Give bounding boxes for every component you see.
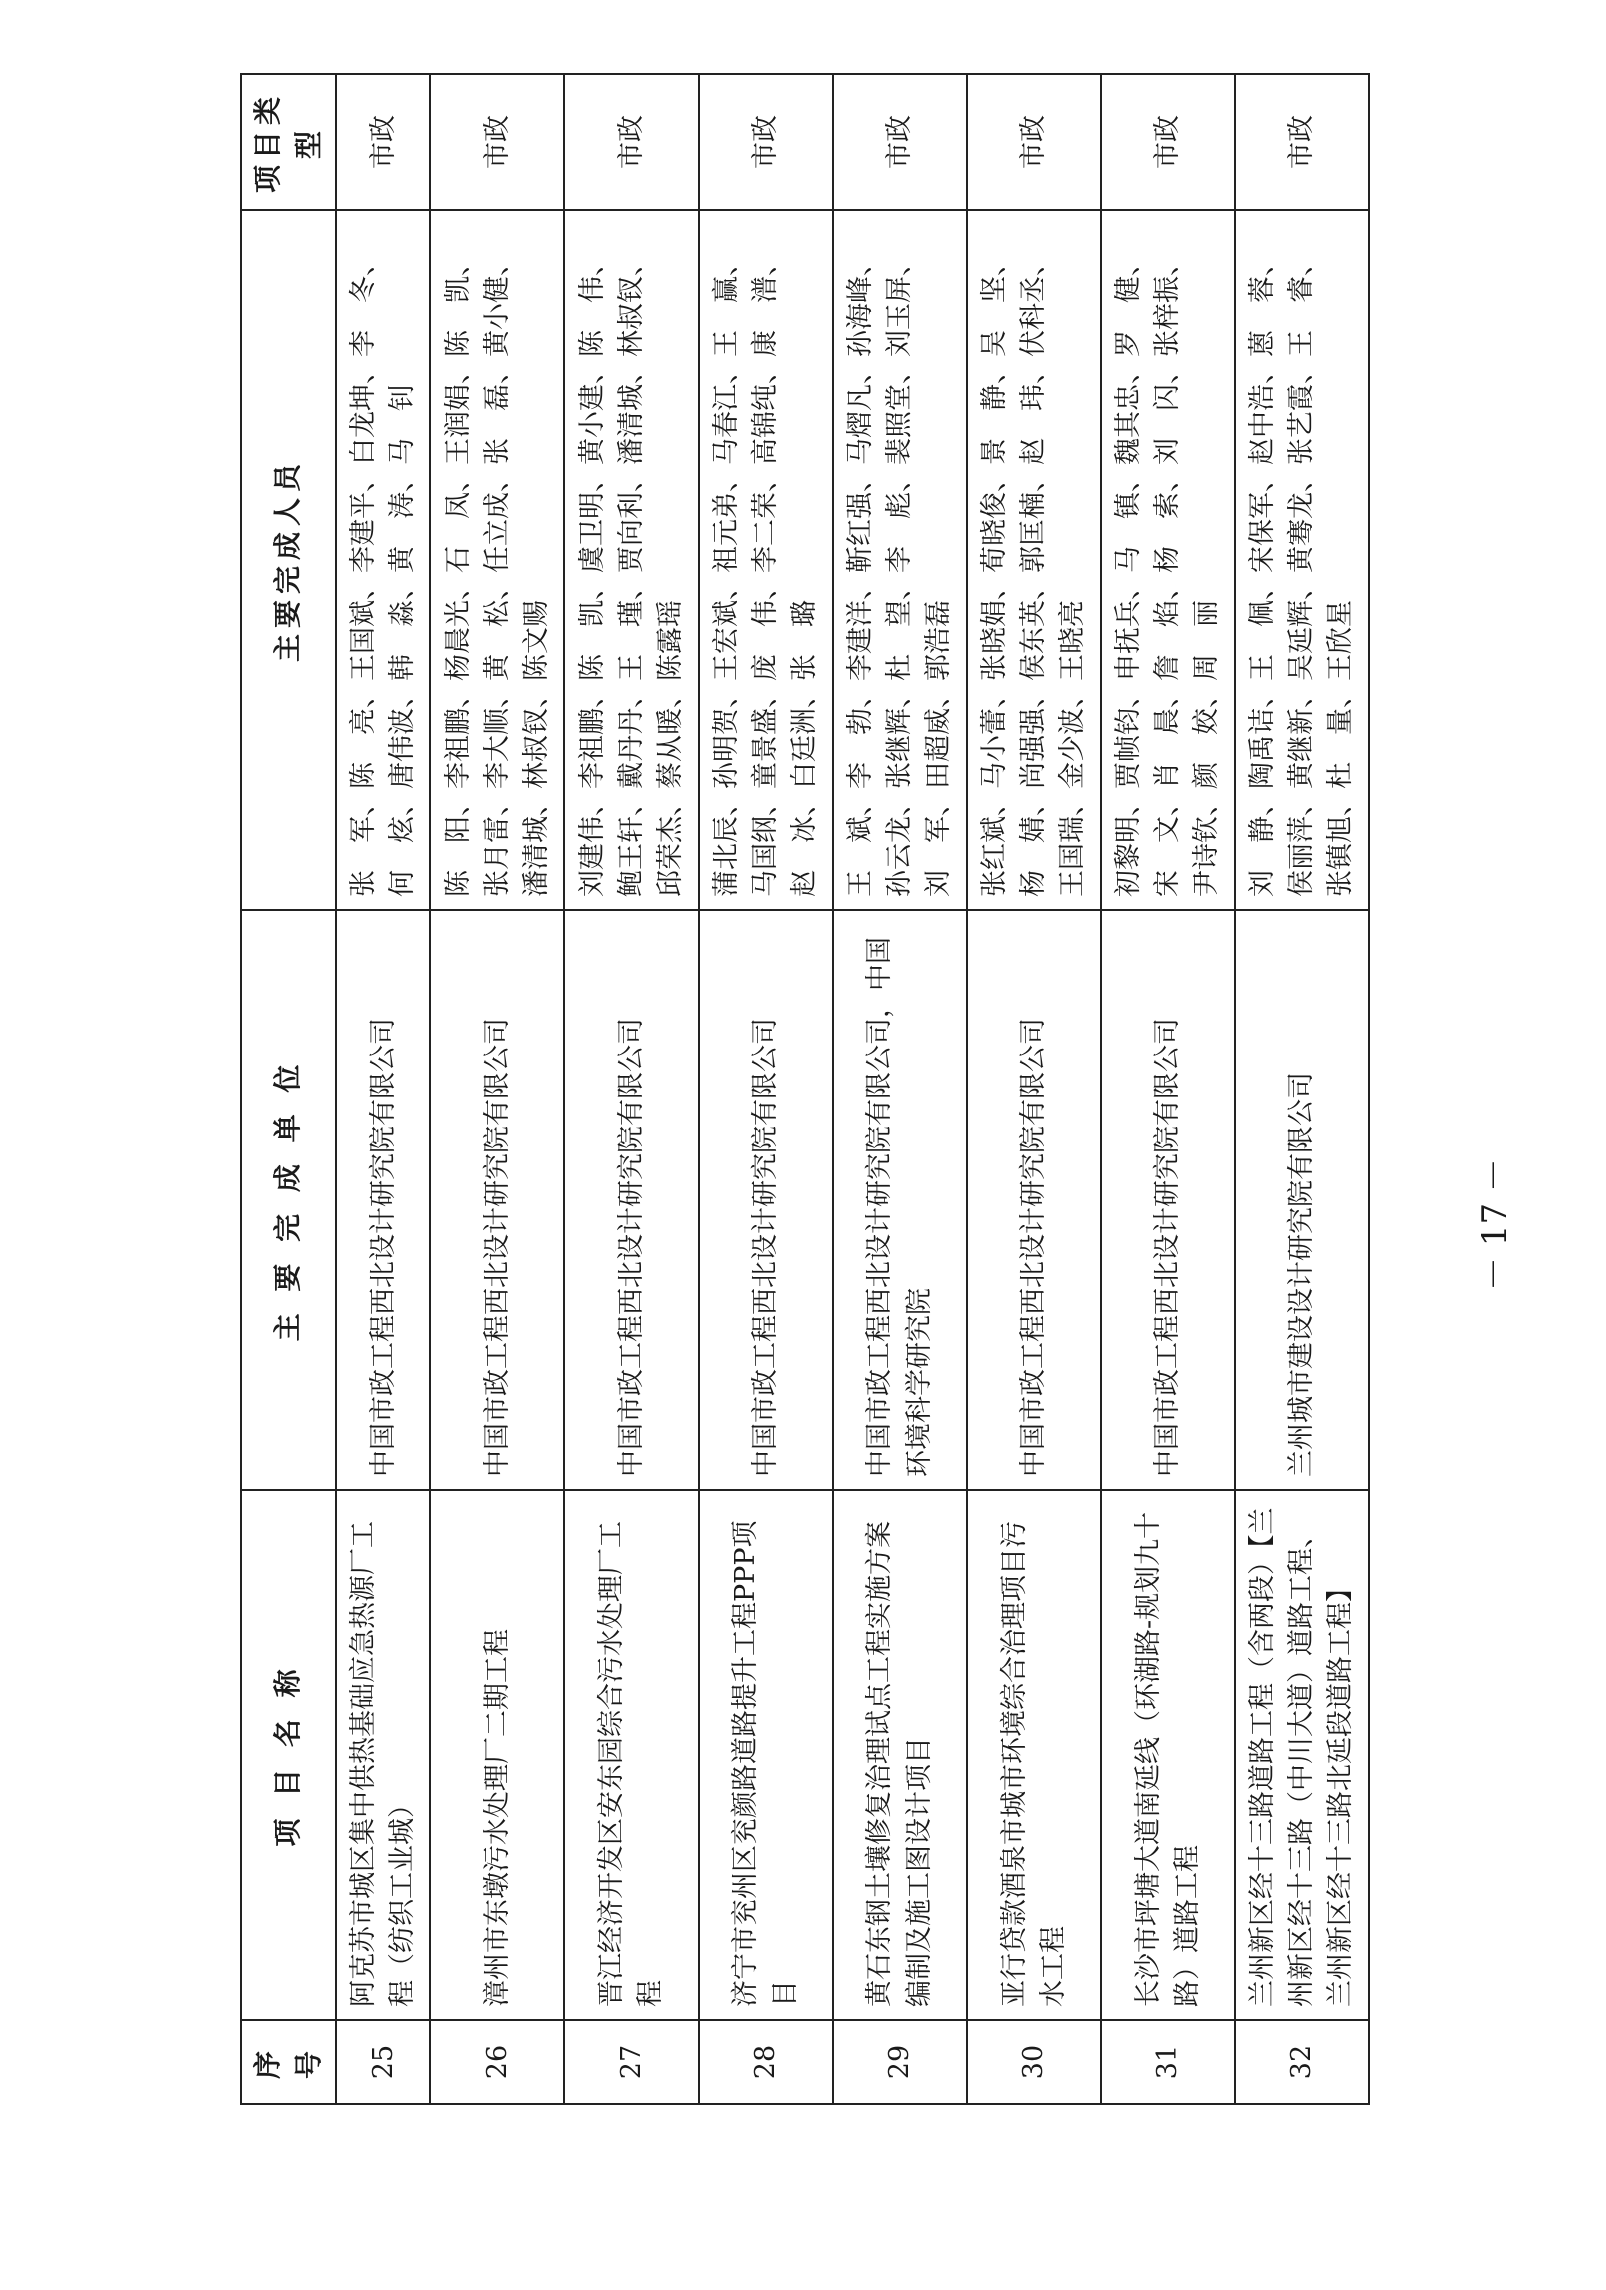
table-row [1235, 74, 1369, 2104]
row-people: 蒲北辰、孙明贺、王宏斌、祖元弟、马春江、王 赢、马国纲、童景盛、庞 伟、李二荣、高锦纯、康 潽、赵 冰、白廷洲、张 璐 [699, 210, 833, 910]
table-row [1101, 74, 1235, 2104]
row-people: 陈 阳、李祖鹏、杨晨光、石 凤、王润娟、陈 凯、张月雷、李大顺、黄 松、任立成、张 磊、黄小健、潘清城、林叔钗、陈文赐 [430, 210, 564, 910]
header-number: 序号 [241, 2020, 336, 2104]
table-row [564, 74, 698, 2104]
table-header-row [241, 74, 336, 2104]
table-row [336, 74, 430, 2104]
table-body [336, 74, 1369, 2104]
row-type: 市政 [833, 74, 967, 210]
header-project-name: 项 目 名 称 [241, 1490, 336, 2020]
row-people: 张红斌、马小蕾、张晓娟、荀晓俊、景 静、吴 坚、杨 婧、尚强强、侯东英、郭匡楠、赵 玮、伏科丞、王国瑞、金少波、王晓亮 [967, 210, 1101, 910]
row-number: 32 [1235, 2020, 1369, 2104]
row-people: 刘建伟、李祖鹏、陈 凯、虞卫明、黄小建、陈 伟、鲍王轩、戴丹丹、王 瑾、贾向利、潘清城、林叔钗、邱荣杰、蔡从暖、陈露瑶 [564, 210, 698, 910]
row-number: 30 [967, 2020, 1101, 2104]
row-project-name: 亚行贷款酒泉市城市环境综合治理项目污水工程 [967, 1490, 1101, 2020]
row-project-name: 黄石东钢土壤修复治理试点工程实施方案编制及施工图设计项目 [833, 1490, 967, 2020]
row-project-name: 晋江经济开发区安东园综合污水处理厂工程 [564, 1490, 698, 2020]
row-number: 31 [1101, 2020, 1235, 2104]
award-table-container [240, 75, 1370, 2105]
row-unit: 兰州城市建设设计研究院有限公司 [1235, 910, 1369, 1490]
row-type: 市政 [564, 74, 698, 210]
header-type: 项目类型 [241, 74, 336, 210]
row-number: 26 [430, 2020, 564, 2104]
row-unit: 中国市政工程西北设计研究院有限公司 [967, 910, 1101, 1490]
row-project-name: 漳州市东墩污水处理厂二期工程 [430, 1490, 564, 2020]
header-unit: 主 要 完 成 单 位 [241, 910, 336, 1490]
row-people: 刘 静、陶禹诘、王 佩、宋保军、赵中浩、蒽 蓉、侯丽萍、黄继新、吴延辉、黄骞龙、张艺霞、王 睿、张镇旭、杜 量、王欣星 [1235, 210, 1369, 910]
row-number: 29 [833, 2020, 967, 2104]
header-people: 主要完成人员 [241, 210, 336, 910]
row-unit: 中国市政工程西北设计研究院有限公司 [430, 910, 564, 1490]
row-type: 市政 [1235, 74, 1369, 210]
row-number: 28 [699, 2020, 833, 2104]
table-row [699, 74, 833, 2104]
row-project-name: 阿克苏市城区集中供热基础应急热源厂工程（纺织工业城） [336, 1490, 430, 2020]
row-people: 张 军、陈 亮、王国斌、李建平、白龙坤、李 冬、何 炫、唐伟波、韩 淼、黄 涛、马 钊 [336, 210, 430, 910]
row-number: 27 [564, 2020, 698, 2104]
row-people: 王 斌、李 勃、李建洋、靳红强、马熠凡、孙海峰、孙云龙、张继辉、杜 望、李 彪、裴照堂、刘玉屏、刘 军、田超威、郭浩磊 [833, 210, 967, 910]
award-projects-table [240, 73, 1370, 2105]
row-type: 市政 [967, 74, 1101, 210]
row-unit: 中国市政工程西北设计研究院有限公司，中国环境科学研究院 [833, 910, 967, 1490]
row-project-name: 长沙市坪塘大道南延线（环湖路-规划九十路）道路工程 [1101, 1490, 1235, 2020]
table-row [967, 74, 1101, 2104]
row-type: 市政 [1101, 74, 1235, 210]
row-unit: 中国市政工程西北设计研究院有限公司 [1101, 910, 1235, 1490]
row-project-name: 济宁市兖州区兖颜路道路提升工程PPP项目 [699, 1490, 833, 2020]
row-unit: 中国市政工程西北设计研究院有限公司 [336, 910, 430, 1490]
row-number: 25 [336, 2020, 430, 2104]
table-row [833, 74, 967, 2104]
row-unit: 中国市政工程西北设计研究院有限公司 [564, 910, 698, 1490]
page-number: － 17 － [1475, 1158, 1515, 1292]
table-row [430, 74, 564, 2104]
row-people: 初黎明、贾帧钧、申抚兵、马 镇、魏其忠、罗 健、宋 文、肖 晨、詹 焰、杨 索、刘 闪、张梓振、尹诗钦、颜 姣、周 丽 [1101, 210, 1235, 910]
row-type: 市政 [336, 74, 430, 210]
row-type: 市政 [430, 74, 564, 210]
row-unit: 中国市政工程西北设计研究院有限公司 [699, 910, 833, 1490]
row-type: 市政 [699, 74, 833, 210]
row-project-name: 兰州新区经十三路道路工程（含两段）【兰州新区经十三路（中川大道）道路工程、兰州新区经十三路北延段道路工程】 [1235, 1490, 1369, 2020]
